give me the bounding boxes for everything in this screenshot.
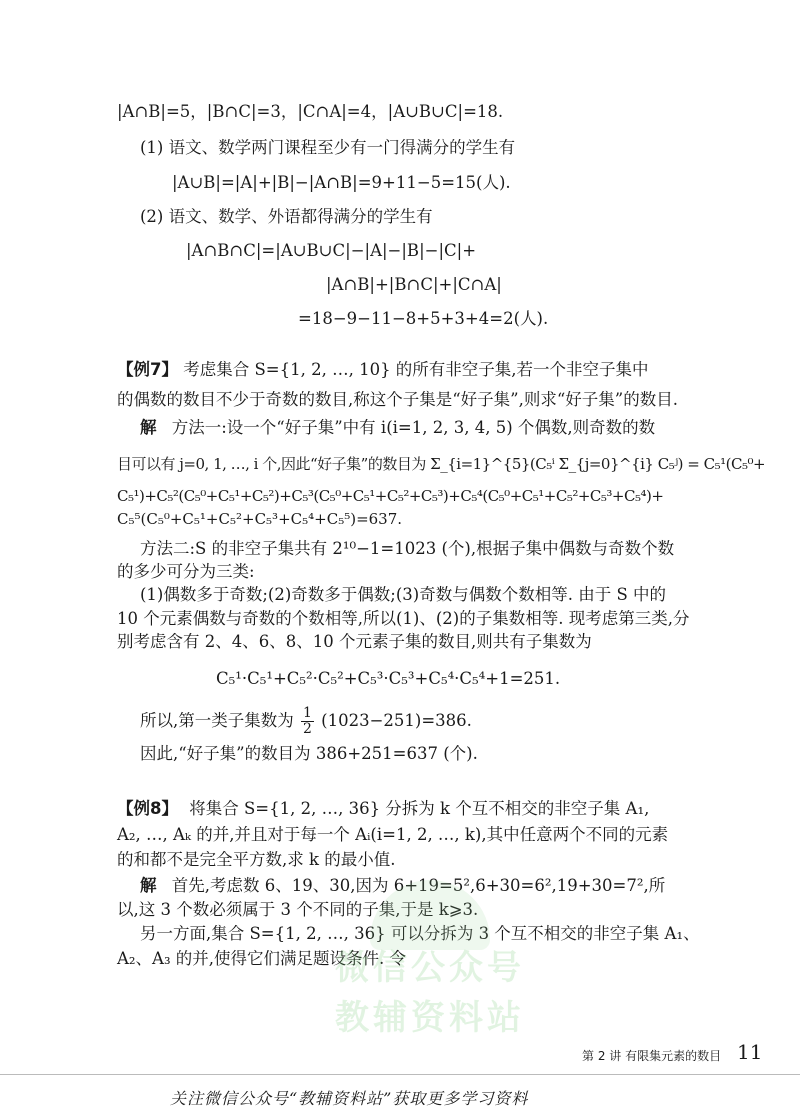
text-line: 另一方面,集合 S={1, 2, …, 36} 可以分拆为 3 个互不相交的非空子集 A₁、 [140, 924, 700, 943]
formula-line: =18−9−11−8+5+3+4=2(人). [298, 309, 549, 328]
formula-line: C₅⁵(C₅⁰+C₅¹+C₅²+C₅³+C₅⁴+C₅⁵)=637. [117, 510, 403, 528]
text-line: (2) 语文、数学、外语都得满分的学生有 [140, 207, 433, 226]
footer-note: 关注微信公众号“教辅资料站”获取更多学习资料 [170, 1089, 529, 1108]
text-line: 方法二:S 的非空子集共有 2¹⁰−1=1023 (个),根据子集中偶数与奇数个数 [140, 539, 675, 558]
solution-label: 解 [140, 876, 157, 895]
fraction-numerator: 1 [303, 705, 312, 721]
formula-line: C₅¹)+C₅²(C₅⁰+C₅¹+C₅²)+C₅³(C₅⁰+C₅¹+C₅²+C₅³)+C₅⁴(C₅⁰+C₅¹+C₅²+C₅³+C₅⁴)+ [117, 487, 664, 505]
example-text: 将集合 S={1, 2, …, 36} 分拆为 k 个互不相交的非空子集 A₁, [189, 799, 650, 818]
solution-label: 解 [140, 418, 157, 437]
text-line: A₂, …, Aₖ 的并,并且对于每一个 Aᵢ(i=1, 2, …, k),其中任意两个不同的元素 [117, 825, 669, 844]
solution-line [140, 416, 655, 440]
example-label: 【例8】 [117, 799, 178, 818]
formula-line: |A∪B|=|A|+|B|−|A∩B|=9+11−5=15(人). [172, 173, 511, 192]
fraction-denominator: 2 [303, 721, 312, 737]
text-line: 的偶数的数目不少于奇数的数目,称这个子集是“好子集”,则求“好子集”的数目. [117, 390, 678, 409]
solution-text: 方法一:设一个“好子集”中有 i(i=1, 2, 3, 4, 5) 个偶数,则奇数的数 [171, 418, 656, 437]
text-line: (1)偶数多于奇数;(2)奇数多于偶数;(3)奇数与偶数个数相等. 由于 S 中的 [140, 585, 667, 604]
formula-line: |A∩B|+|B∩C|+|C∩A| [326, 275, 502, 294]
footer-divider [0, 1074, 800, 1075]
text-line: (1) 语文、数学两门课程至少有一门得满分的学生有 [140, 138, 516, 157]
watermark-text: 微信公众号 [335, 948, 525, 988]
text-line: 以,这 3 个数必须属于 3 个不同的子集,于是 k⩾3. [117, 900, 479, 919]
example-7-line [117, 358, 649, 382]
text-line: 因此,“好子集”的数目为 386+251=637 (个). [140, 744, 478, 763]
solution-text: 首先,考虑数 6、19、30,因为 6+19=5²,6+30=6²,19+30=7²,所 [171, 876, 666, 895]
fraction [301, 706, 314, 737]
solution-line [140, 874, 665, 898]
formula-line: C₅¹·C₅¹+C₅²·C₅²+C₅³·C₅³+C₅⁴·C₅⁴+1=251. [216, 669, 561, 688]
text-line: 的和都不是完全平方数,求 k 的最小值. [117, 850, 396, 869]
example-label: 【例7】 [117, 360, 178, 379]
page-number: 11 [737, 1040, 763, 1064]
example-text: 考虑集合 S={1, 2, …, 10} 的所有非空子集,若一个非空子集中 [183, 360, 649, 379]
example-8-line [117, 797, 649, 821]
text-segment: 所以,第一类子集数为 [140, 711, 294, 730]
text-line: |A∩B|=5，|B∩C|=3，|C∩A|=4，|A∪B∪C|=18. [117, 102, 504, 121]
text-line: 10 个元素偶数与奇数的个数相等,所以(1)、(2)的子集数相等. 现考虑第三类,分 [117, 609, 690, 628]
fraction-line [140, 704, 472, 738]
text-segment: (1023−251)=386. [321, 711, 472, 730]
text-line: 别考虑含有 2、4、6、8、10 个元素子集的数目,则共有子集数为 [117, 632, 592, 651]
text-line: A₂、A₃ 的并,使得它们满足题设条件. 令 [117, 949, 407, 968]
watermark-text: 教辅资料站 [335, 998, 525, 1038]
formula-line: |A∩B∩C|=|A∪B∪C|−|A|−|B|−|C|+ [186, 241, 477, 260]
text-line: 的多少可分为三类: [117, 562, 255, 581]
chapter-title: 第 2 讲 有限集元素的数目 [582, 1049, 722, 1063]
formula-line: 目可以有 j=0, 1, …, i 个,因此“好子集”的数目为 Σ_{i=1}^{5}(C₅ⁱ Σ_{j=0}^{i} C₅ʲ) = C₅¹(C₅⁰+ [117, 455, 766, 473]
